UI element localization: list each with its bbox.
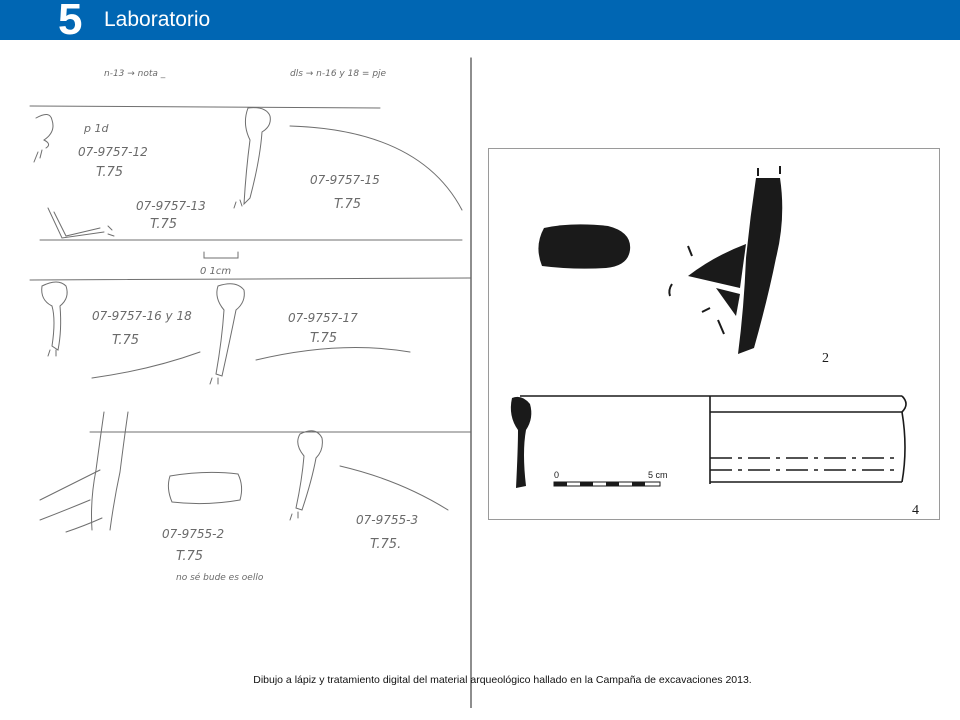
sketch-label-extra: no sé bude es oello [176,573,264,583]
sketch-label-tag: T.75 [334,197,362,212]
pencil-sketch-figure [0,40,475,708]
digital-drawing-figure [488,148,940,520]
scale-end-label: 5 cm [648,470,668,480]
sketch-label-tag: T.75 [310,331,338,346]
sketch-label-code: 07-9755-2 [162,527,225,541]
scale-start-label: 0 [554,470,560,480]
sherd-profile [244,108,270,204]
sherd-profile [36,114,53,148]
sketch-scale-label: 0 1cm [200,266,232,277]
rim-arc [290,126,462,210]
sherd-profile [48,208,104,238]
figure-caption: Dibujo a lápiz y tratamiento digital del material arqueológico hallado en la Campaña de excavaciones 2013. [253,674,752,686]
sketch-label-tag: T.75 [150,217,178,232]
sherd-profile [216,284,244,376]
sketch-note: n-13 → nota _ [104,69,166,79]
section-number: 5 [58,0,83,44]
sketch-label-tag: T.75. [370,537,402,552]
section-title: Laboratorio [104,8,211,31]
sketch-label-code: 07-9757-12 [78,145,148,159]
ruled-line [30,106,380,108]
sketch-label-code: 07-9757-15 [310,173,380,187]
section-header [0,0,960,44]
ruled-line [30,278,470,280]
rim-arc [340,466,448,510]
figure-frame [489,149,940,520]
sketch-label-tag: T.75 [176,549,204,564]
sketch-label-code: 07-9757-13 [136,199,206,213]
sketch-label-tag: T.75 [96,165,124,180]
scale-bar [554,482,660,486]
sherd-section [168,472,241,503]
sketch-label-tag: T.75 [112,333,140,348]
sherd-section-fill [538,224,630,268]
sherd-profile [296,431,322,510]
rim-arc [256,348,410,361]
sketch-label-code: 07-9757-17 [288,311,358,325]
rim-arc [92,352,200,378]
figure-number-4: 4 [912,503,919,518]
sketch-note: dls → n-16 y 18 = pje [290,69,387,79]
sherd-profile [42,282,67,350]
sketch-label-code: 07-9755-3 [356,513,419,527]
sketch-label-extra: p 1d [84,122,109,135]
sketch-label-code: 07-9757-16 y 18 [92,309,192,323]
figure-number-2: 2 [822,351,829,366]
